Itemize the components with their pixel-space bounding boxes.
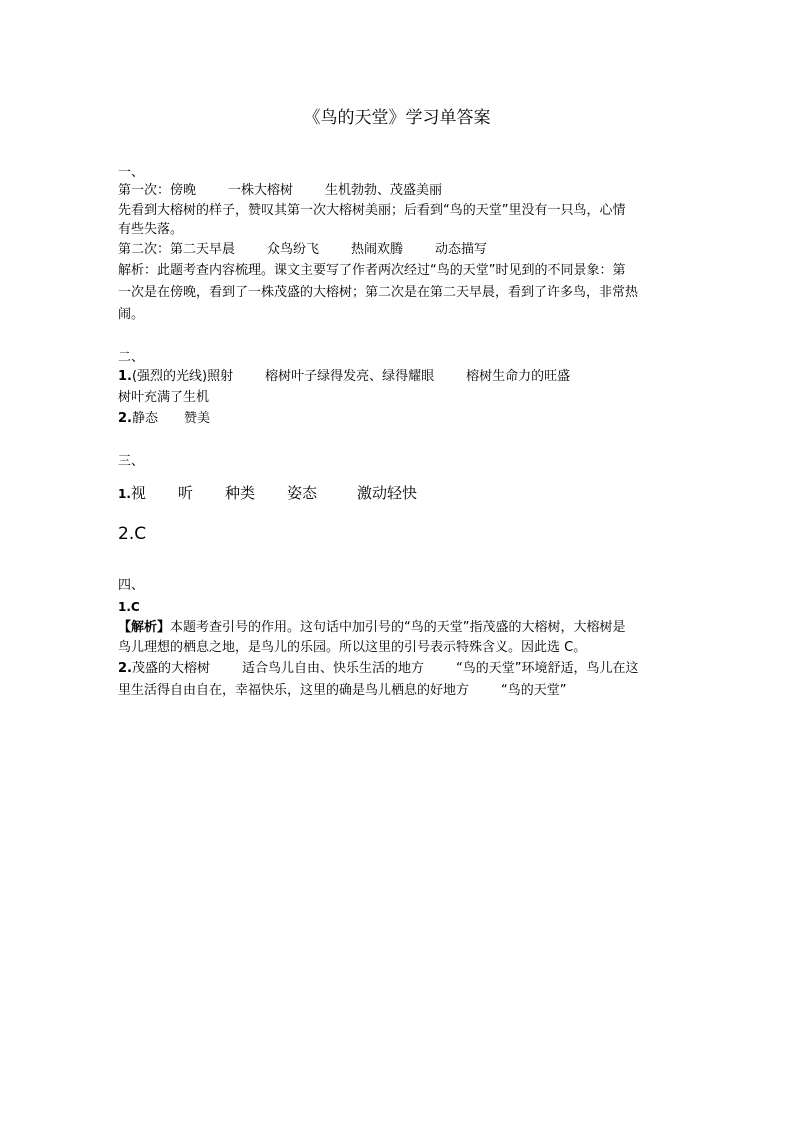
q2-answer-a: 茂盛的大榕树 xyxy=(131,661,210,676)
q2-answer-b: 适合鸟儿自由、快乐生活的地方 xyxy=(242,661,425,676)
section-4-question-1: 1.C xyxy=(118,600,140,614)
q1-word-3: 种类 xyxy=(224,484,255,502)
section-2-heading: 二、 xyxy=(118,350,145,365)
section-2-question-2 xyxy=(118,409,678,429)
section-2-question-1 xyxy=(118,367,678,387)
q2-answer-c: “鸟的天堂”环境舒适，鸟儿在这 xyxy=(456,661,639,676)
first-visit-label: 第一次：傍晚 xyxy=(118,183,197,198)
analysis-tag: 【解析】 xyxy=(118,620,171,635)
section-1-first-visit xyxy=(118,181,678,201)
section-1-analysis-line: 闹。 xyxy=(118,307,145,322)
section-3-heading: 三、 xyxy=(118,454,145,469)
section-4-question-2-cont xyxy=(118,681,678,701)
q1-answer-b: 榕树叶子绿得发亮、绿得耀眼 xyxy=(265,369,435,384)
section-3-question-1 xyxy=(118,482,678,505)
q1-word-5: 激动轻快 xyxy=(356,484,417,502)
q1-answer-d: 树叶充满了生机 xyxy=(118,390,210,405)
analysis-text: 本题考查引号的作用。这句话中加引号的“鸟的天堂”指茂盛的大榕树，大榕树是 xyxy=(170,620,626,635)
section-1-analysis-line: 解析：此题考查内容梳理。课文主要写了作者两次经过“鸟的天堂”时见到的不同景象：第 xyxy=(118,263,626,278)
q1-word-1: 视 xyxy=(130,484,146,502)
section-1-text-line: 先看到大榕树的样子，赞叹其第一次大榕树美丽；后看到“鸟的天堂”里没有一只鸟，心情 xyxy=(118,203,626,218)
section-1-heading: 一、 xyxy=(118,165,145,180)
q2-answer-d: 里生活得自由自在，幸福快乐，这里的确是鸟儿栖息的好地方 xyxy=(118,683,470,698)
section-3-question-2: 2.C xyxy=(118,524,147,544)
q2-answer-e: “鸟的天堂” xyxy=(501,683,567,698)
q1-answer-a: (强烈的光线)照射 xyxy=(131,369,234,384)
section-4-analysis-line xyxy=(118,618,678,638)
q2-answer-a: 静态 xyxy=(131,411,158,426)
second-visit-answer-b: 热闹欢腾 xyxy=(351,242,404,257)
second-visit-answer-c: 动态描写 xyxy=(435,242,488,257)
q1-answer-c: 榕树生命力的旺盛 xyxy=(466,369,571,384)
section-4-question-2 xyxy=(118,659,678,679)
question-number: 2. xyxy=(118,661,132,676)
section-4-heading: 四、 xyxy=(118,578,145,593)
question-number: 1. xyxy=(118,369,132,384)
q1-word-4: 姿态 xyxy=(286,484,317,502)
q1-word-2: 听 xyxy=(177,484,193,502)
q2-answer-b: 赞美 xyxy=(184,411,211,426)
question-number: 1. xyxy=(118,487,131,501)
second-visit-answer-a: 众鸟纷飞 xyxy=(267,242,320,257)
page-title: 《鸟的天堂》学习单答案 xyxy=(303,108,491,128)
question-number: 2. xyxy=(118,411,132,426)
section-1-second-visit xyxy=(118,240,678,260)
first-visit-answer-a: 一株大榕树 xyxy=(228,183,294,198)
section-4-analysis-line: 鸟儿理想的栖息之地，是鸟儿的乐园。所以这里的引号表示特殊含义。因此选 C。 xyxy=(118,640,587,655)
section-1-text-line: 有些失落。 xyxy=(118,222,184,237)
section-1-analysis-line: 一次是在傍晚，看到了一株茂盛的大榕树；第二次是在第二天早晨，看到了许多鸟，非常热 xyxy=(118,285,639,300)
second-visit-label: 第二次：第二天早晨 xyxy=(118,242,236,257)
first-visit-answer-b: 生机勃勃、茂盛美丽 xyxy=(325,183,443,198)
